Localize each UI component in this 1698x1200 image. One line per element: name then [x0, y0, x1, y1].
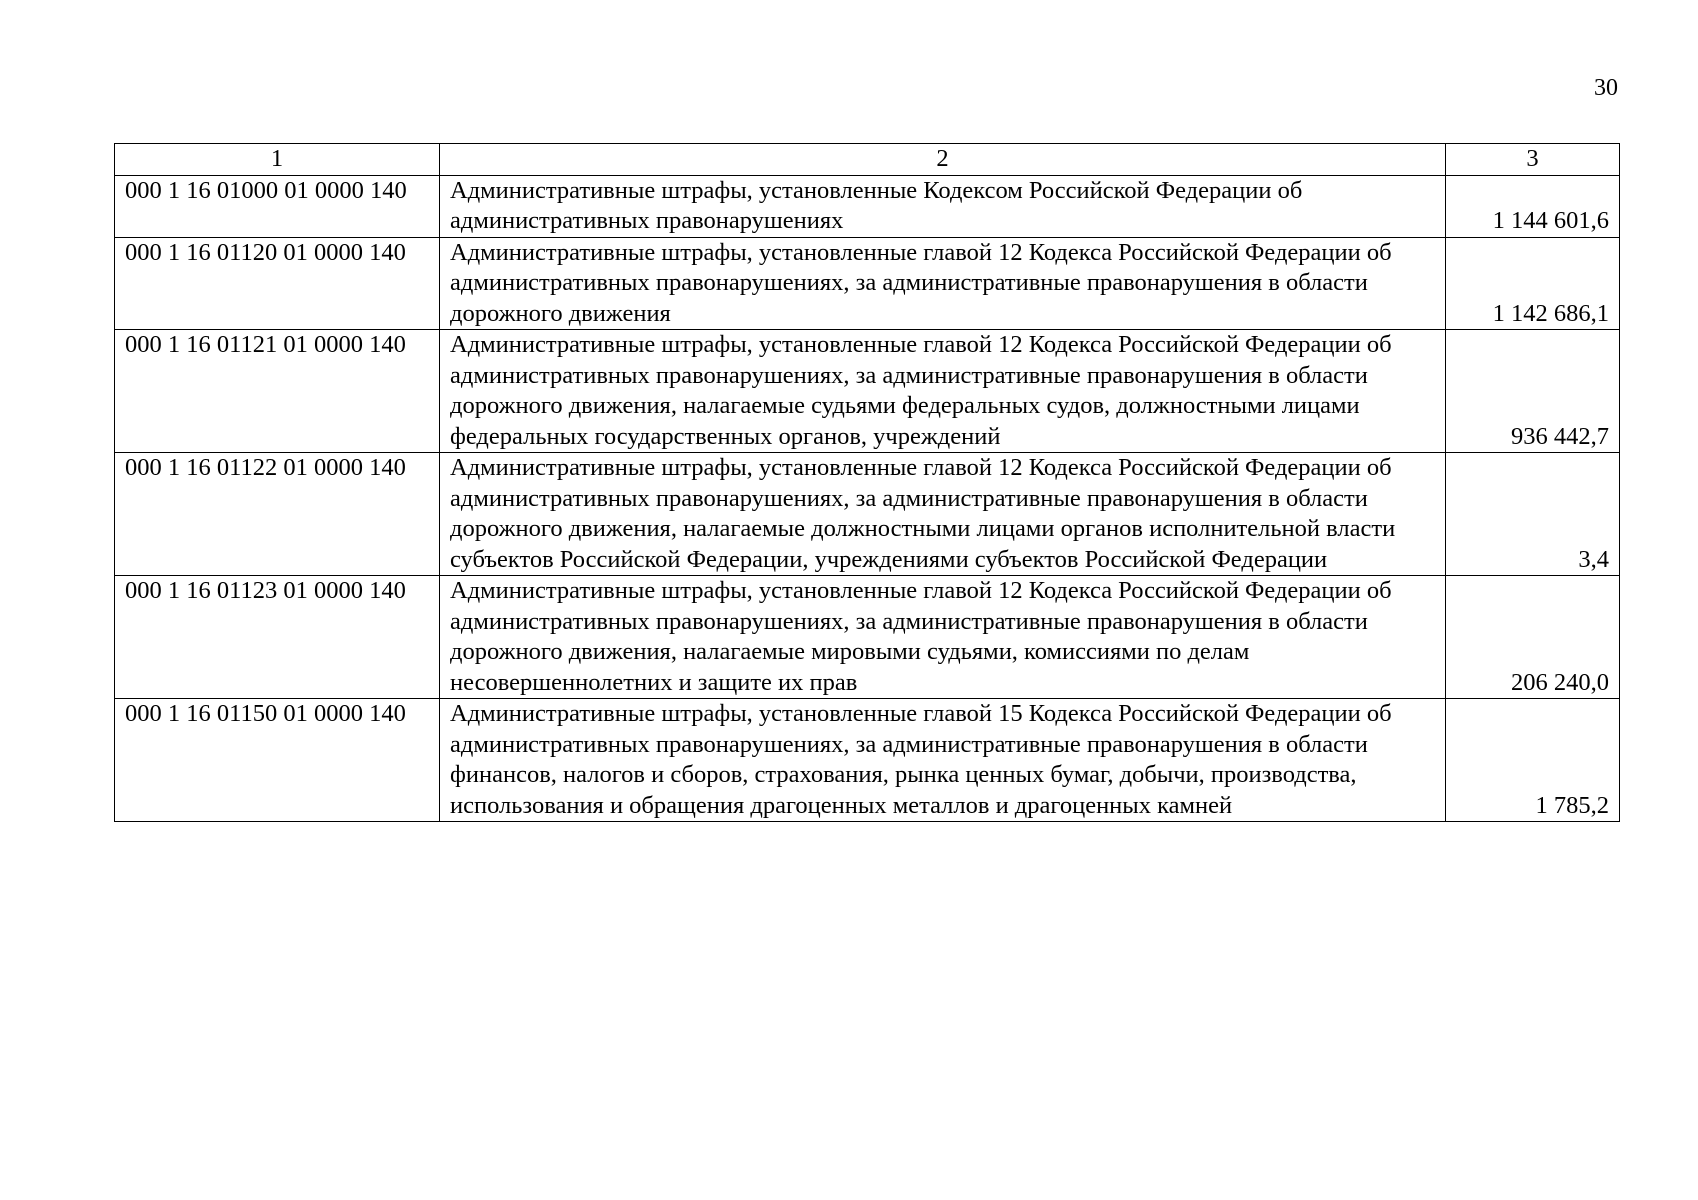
- description-cell: Административные штрафы, установленные главой 12 Кодекса Российской Федерации об административных правонарушениях, за административные правонарушения в области дорожного движения, налагаемые должностными лицами органов исполнительной власти субъектов Российской Федерации, учреждениями субъектов Российской Федерации: [440, 453, 1446, 576]
- description-cell: Административные штрафы, установленные Кодексом Российской Федерации об административных правонарушениях: [440, 175, 1446, 237]
- column-header: 3: [1446, 144, 1620, 176]
- amount-cell: 936 442,7: [1446, 330, 1620, 453]
- page-number: 30: [1594, 75, 1618, 101]
- table-row: [115, 576, 1620, 699]
- table-header-row: [115, 144, 1620, 176]
- table-row: [115, 330, 1620, 453]
- amount-cell: 3,4: [1446, 453, 1620, 576]
- amount-cell: 1 144 601,6: [1446, 175, 1620, 237]
- budget-code-cell: 000 1 16 01120 01 0000 140: [115, 237, 440, 330]
- description-cell: Административные штрафы, установленные главой 12 Кодекса Российской Федерации об административных правонарушениях, за административные правонарушения в области дорожного движения: [440, 237, 1446, 330]
- budget-table: [114, 143, 1620, 822]
- column-header: 2: [440, 144, 1446, 176]
- description-cell: Административные штрафы, установленные главой 15 Кодекса Российской Федерации об административных правонарушениях, за административные правонарушения в области финансов, налогов и сборов, страхования, рынка ценных бумаг, добычи, производства, использования и обращения драгоценных металлов и драгоценных камней: [440, 699, 1446, 822]
- budget-code-cell: 000 1 16 01150 01 0000 140: [115, 699, 440, 822]
- column-header: 1: [115, 144, 440, 176]
- table-row: [115, 175, 1620, 237]
- amount-cell: 206 240,0: [1446, 576, 1620, 699]
- budget-code-cell: 000 1 16 01123 01 0000 140: [115, 576, 440, 699]
- amount-cell: 1 142 686,1: [1446, 237, 1620, 330]
- table-row: [115, 237, 1620, 330]
- budget-code-cell: 000 1 16 01121 01 0000 140: [115, 330, 440, 453]
- table-row: [115, 699, 1620, 822]
- table-row: [115, 453, 1620, 576]
- description-cell: Административные штрафы, установленные главой 12 Кодекса Российской Федерации об административных правонарушениях, за административные правонарушения в области дорожного движения, налагаемые мировыми судьями, комиссиями по делам несовершеннолетних и защите их прав: [440, 576, 1446, 699]
- budget-code-cell: 000 1 16 01122 01 0000 140: [115, 453, 440, 576]
- budget-code-cell: 000 1 16 01000 01 0000 140: [115, 175, 440, 237]
- description-cell: Административные штрафы, установленные главой 12 Кодекса Российской Федерации об административных правонарушениях, за административные правонарушения в области дорожного движения, налагаемые судьями федеральных судов, должностными лицами федеральных государственных органов, учреждений: [440, 330, 1446, 453]
- amount-cell: 1 785,2: [1446, 699, 1620, 822]
